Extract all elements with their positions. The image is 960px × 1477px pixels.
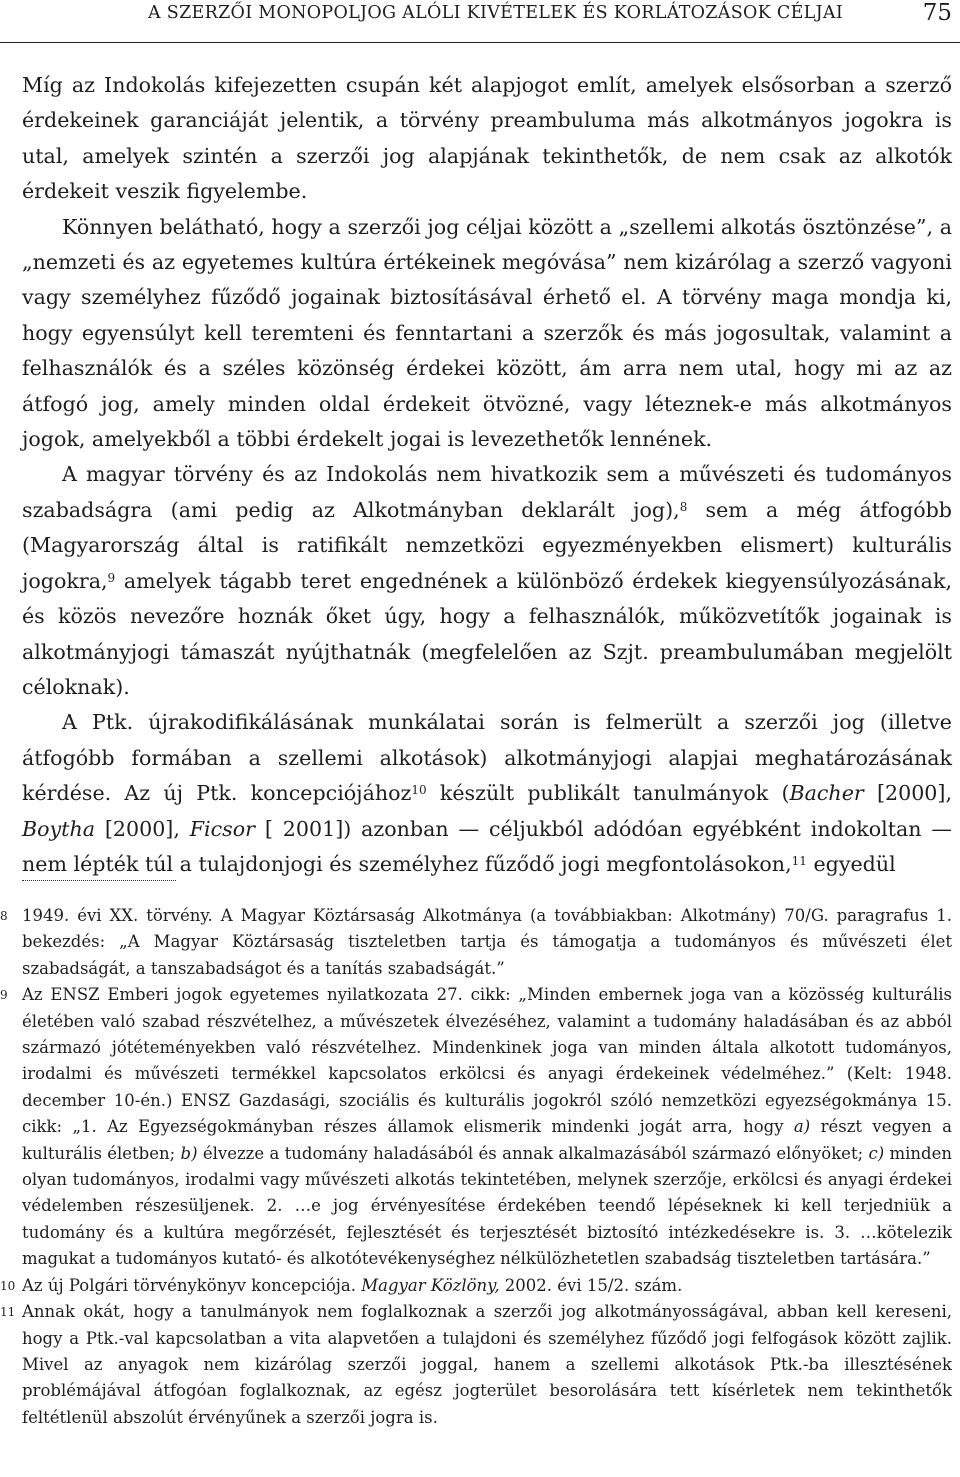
footnote-10 (0, 1273, 952, 1299)
author-name: Bacher (789, 781, 864, 806)
footnote-8 (0, 903, 952, 982)
paragraph (22, 457, 952, 705)
footnote-text: Az új Polgári törvénykönyv koncepciója. Magyar Közlöny, 2002. évi 15/2. szám. (22, 1275, 683, 1295)
paragraph-text: [2000], (863, 781, 952, 806)
footnote-ref-9[interactable]: 9 (107, 570, 116, 585)
page-number: 75 (922, 0, 952, 26)
body-text (22, 68, 952, 882)
footnote-text: Annak okát, hogy a tanulmányok nem foglalkoznak a szerzői jog alkotmányosságával, abban kell kereseni, hogy a Ptk.-val kapcsolatban a vita alapvetően a tulajdoni és személyhez fűződő jogi felfogások között zajlik. Mivel az anyagok nem kizárólag szerzői joggal, hanem a szellemi alkotások Ptk.-ba illesztésének problémájával átfogóan foglalkoznak, az egész jogterület besorolására tett kísérletek nem tekinthetők feltétlenül abszolút érvényűnek a szerzői jogra is. (22, 1302, 952, 1427)
paragraph-text: egyedül (806, 851, 896, 876)
footnotes (0, 903, 953, 1431)
footnote-ref-11[interactable]: 11 (791, 853, 807, 868)
footnote-separator (22, 880, 176, 881)
footnote-number: 11 (0, 1305, 16, 1320)
paragraph-text: A Ptk. újrakodifikálásának munkálatai során is felmerült a szerzői jog (illetve átfogóbb formában a szellemi alkotások) alkotmányjogi alapjai meghatározásának kérdése. Az új Ptk. koncepciójához (22, 710, 952, 806)
paragraph-text: készült publikált tanulmányok ( (426, 781, 790, 806)
author-name: Boytha (22, 816, 95, 841)
header-rule (0, 42, 960, 43)
paragraph-text: sem a még átfogóbb (Magyarország által is ratifikált nemzetközi egyezményekben elismert) kulturális jogokra, (22, 497, 952, 593)
footnote-ref-8[interactable]: 8 (679, 499, 688, 514)
running-header (0, 0, 960, 44)
paragraph-text: [2000], (94, 816, 190, 841)
footnote-number: 10 (0, 1278, 16, 1293)
footnote-number: 8 (0, 909, 8, 923)
footnote-ref-10[interactable]: 10 (411, 783, 427, 798)
paragraph (22, 210, 952, 458)
paragraph-text: [ 2001]) azonban — céljukból adódóan egyébként indokoltan — nem lépték túl a tulajdonjogi és személyhez fűződő jogi megfontolásokon, (22, 816, 952, 876)
paragraph-text: Könnyen belátható, hogy a szerzői jog céljai között a „szellemi alkotás ösztönzése”, a „nemzeti és az egyetemes kultúra értékeinek megóvása” nem kizárólag a szerző vagyoni vagy személyhez fűződő jogainak biztosításával érhető el. A törvény maga mondja ki, hogy egyensúlyt kell teremteni és fenntartani a szerzők és más jogosultak, valamint a felhasználók és a széles közönség érdekei között, ám arra nem utal, hogy mi az az átfogó jog, amely minden oldal érdekeit ötvözné, vagy léteznek-e más alkotmányos jogok, amelyekből a többi érdekelt jogai is levezethetők lennének. (22, 214, 952, 452)
paragraph-text: A magyar törvény és az Indokolás nem hivatkozik sem a művészeti és tudományos szabadságra (ami pedig az Alkotmányban deklarált jog), (22, 462, 952, 522)
footnote-text: 1949. évi XX. törvény. A Magyar Köztársaság Alkotmánya (a továbbiakban: Alkotmány) 70/G. paragrafus 1. bekezdés: „A Magyar Köztársaság tiszteletben tartja és támogatja a tudományos és művészeti élet szabadságát, a tanszabadságot és a tanítás szabadságát.” (22, 906, 952, 978)
footnote-text: Az ENSZ Emberi jogok egyetemes nyilatkozata 27. cikk: „Minden embernek joga van a közösség kulturális életében való szabad részvételhez, a művészetek élvezéséhez, valamint a tudomány haladásában és az abból származó jótéteményekben való részvételhez. Mindenkinek joga van minden általa alkotott tudományos, irodalmi és művészeti termékkel kapcsolatos erkölcsi és anyagi érdekeinek védelméhez.” (Kelt: 1948. december 10-én.) ENSZ Gazdasági, szociális és kulturális jogokról szóló nemzetközi egyezségokmánya 15. cikk: „1. Az Egyezségokmányban részes államok elismerik mindenki jogát arra, hogy a) részt vegyen a kulturális életben; b) élvezze a tudomány haladásából és annak alkalmazásából származó előnyöket; c) minden olyan tudományos, irodalmi vagy művészeti alkotás tekintetében, melynek szerzője, erkölcsi és anyagi érdekei védelemben részesüljenek. 2. …e jog érvényesítése érdekében teendő lépéseknek ki kell terjedniük a tudomány és a kultúra megőrzését, fejlesztését és terjesztését biztosító intézkedésekre is. 3. …kötelezik magukat a tudományos kutató- és alkotótevékenységhez nélkülözhetetlen szabadság tiszteletben tartására.” (22, 985, 953, 1269)
running-header-title: A SZERZŐI MONOPOLJOG ALÓLI KIVÉTELEK ÉS KORLÁTOZÁSOK CÉLJAI (148, 3, 844, 23)
footnote-9 (0, 982, 953, 1272)
paragraph (22, 705, 952, 882)
paragraph-text: Míg az Indokolás kifejezetten csupán két alapjogot említ, amelyek elsősorban a szerző érdekeinek garanciáját jelentik, a törvény preambuluma más alkotmányos jogokra is utal, amelyek szintén a szerzői jog alapjának tekinthetők, de nem csak az alkotók érdekeit veszik figyelembe. (22, 73, 952, 204)
footnote-11 (0, 1299, 952, 1431)
paragraph (22, 68, 952, 210)
author-name: Ficsor (189, 816, 255, 841)
paragraph-text: amelyek tágabb teret engednének a különböző érdekek kiegyensúlyozásának, és közös nevezőre hoznák őket úgy, hogy a felhasználók, műközvetítők jogainak is alkotmányjogi támaszát nyújthatnák (megfelelően az Szjt. preambulumában megjelölt céloknak). (22, 568, 952, 699)
footnote-number: 9 (0, 988, 8, 1003)
